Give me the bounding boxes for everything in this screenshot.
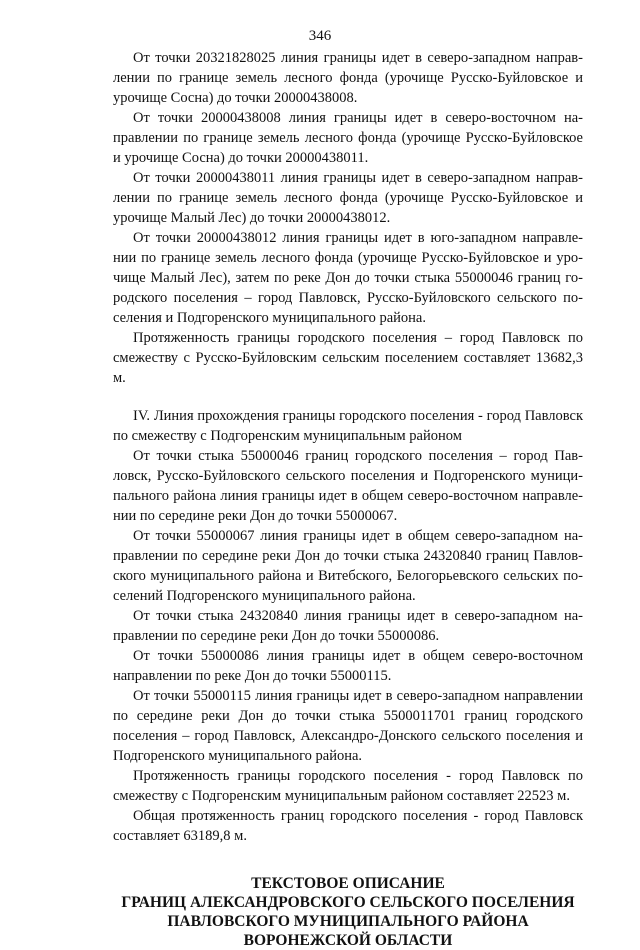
paragraph: От точки 55000067 линия границы идет в общем северо-западном направлении по середине реки Дон до точки стыка 24320840 границ Павловского муниципального района и Витебского, Белогорьевского сельских поселений Подгоренского муниципального района. — [113, 528, 583, 604]
paragraph: Протяженность границы городского поселения – город Павловск по смежеству с Русско-Буйловским сельским поселением составляет 13682,3 м. — [113, 330, 583, 386]
paragraph: От точки 20000438011 линия границы идет в северо-западном направлении по границе земель лесного фонда (урочище Русско-Буйловское и урочище Малый Лес) до точки 20000438012. — [113, 170, 583, 226]
paragraph: От точки 55000115 линия границы идет в северо-западном направлении по середине реки Дон до точки стыка 5500011701 границ городского поселения – город Павловск, Александро-Донского сельского поселения и Подгоренского муниципального района. — [113, 688, 583, 764]
paragraph: От точки стыка 24320840 линия границы идет в северо-западном направлении по середине реки Дон до точки 55000086. — [113, 608, 583, 644]
paragraph: От точки 20321828025 линия границы идет в северо-западном направлении по границе земель лесного фонда (урочище Русско-Буйловское и урочище Сосна) до точки 20000438008. — [113, 50, 583, 106]
title-line: ТЕКСТОВОЕ ОПИСАНИЕ — [251, 875, 445, 892]
heading-gap — [113, 846, 583, 874]
page-number: 346 — [308, 28, 332, 44]
paragraph: От точки 20000438008 линия границы идет в северо-восточном направлении по границе земель лесного фонда (урочище Русско-Буйловское и урочище Сосна) до точки 20000438011. — [113, 110, 583, 166]
paragraph: От точки 20000438012 линия границы идет в юго-западном направлении по границе земель лесного фонда (урочище Русско-Буйловское и урочище Малый Лес), затем по реке Дон до точки стыка 55000046 границ городского поселения – город Павловск, Русско-Буйловского сельского поселения и Подгоренского муниципального района. — [113, 230, 583, 326]
section-heading: IV. Линия прохождения границы городского поселения - город Павловск по смежеству с Подгоренским муниципальным районом — [113, 408, 583, 444]
document-title — [113, 874, 583, 950]
title-line: ПАВЛОВСКОГО МУНИЦИПАЛЬНОГО РАЙОНА — [167, 913, 529, 930]
section-gap — [113, 388, 583, 406]
paragraph: Общая протяженность границ городского поселения - город Павловск составляет 63189,8 м. — [113, 808, 583, 844]
title-line: ВОРОНЕЖСКОЙ ОБЛАСТИ — [243, 932, 453, 949]
paragraph: Протяженность границы городского поселения - город Павловск по смежеству с Подгоренским муниципальным районом составляет 22523 м. — [113, 768, 583, 804]
document-body — [113, 48, 583, 950]
paragraph: От точки 55000086 линия границы идет в общем северо-восточном направлении по реке Дон до точки 55000115. — [113, 648, 583, 684]
paragraph: От точки стыка 55000046 границ городского поселения – город Павловск, Русско-Буйловского сельского поселения и Подгоренского муниципального района линия границы идет в общем северо-восточном направлении по середине реки Дон до точки 55000067. — [113, 448, 583, 524]
title-line: ГРАНИЦ АЛЕКСАНДРОВСКОГО СЕЛЬСКОГО ПОСЕЛЕНИЯ — [121, 894, 575, 911]
